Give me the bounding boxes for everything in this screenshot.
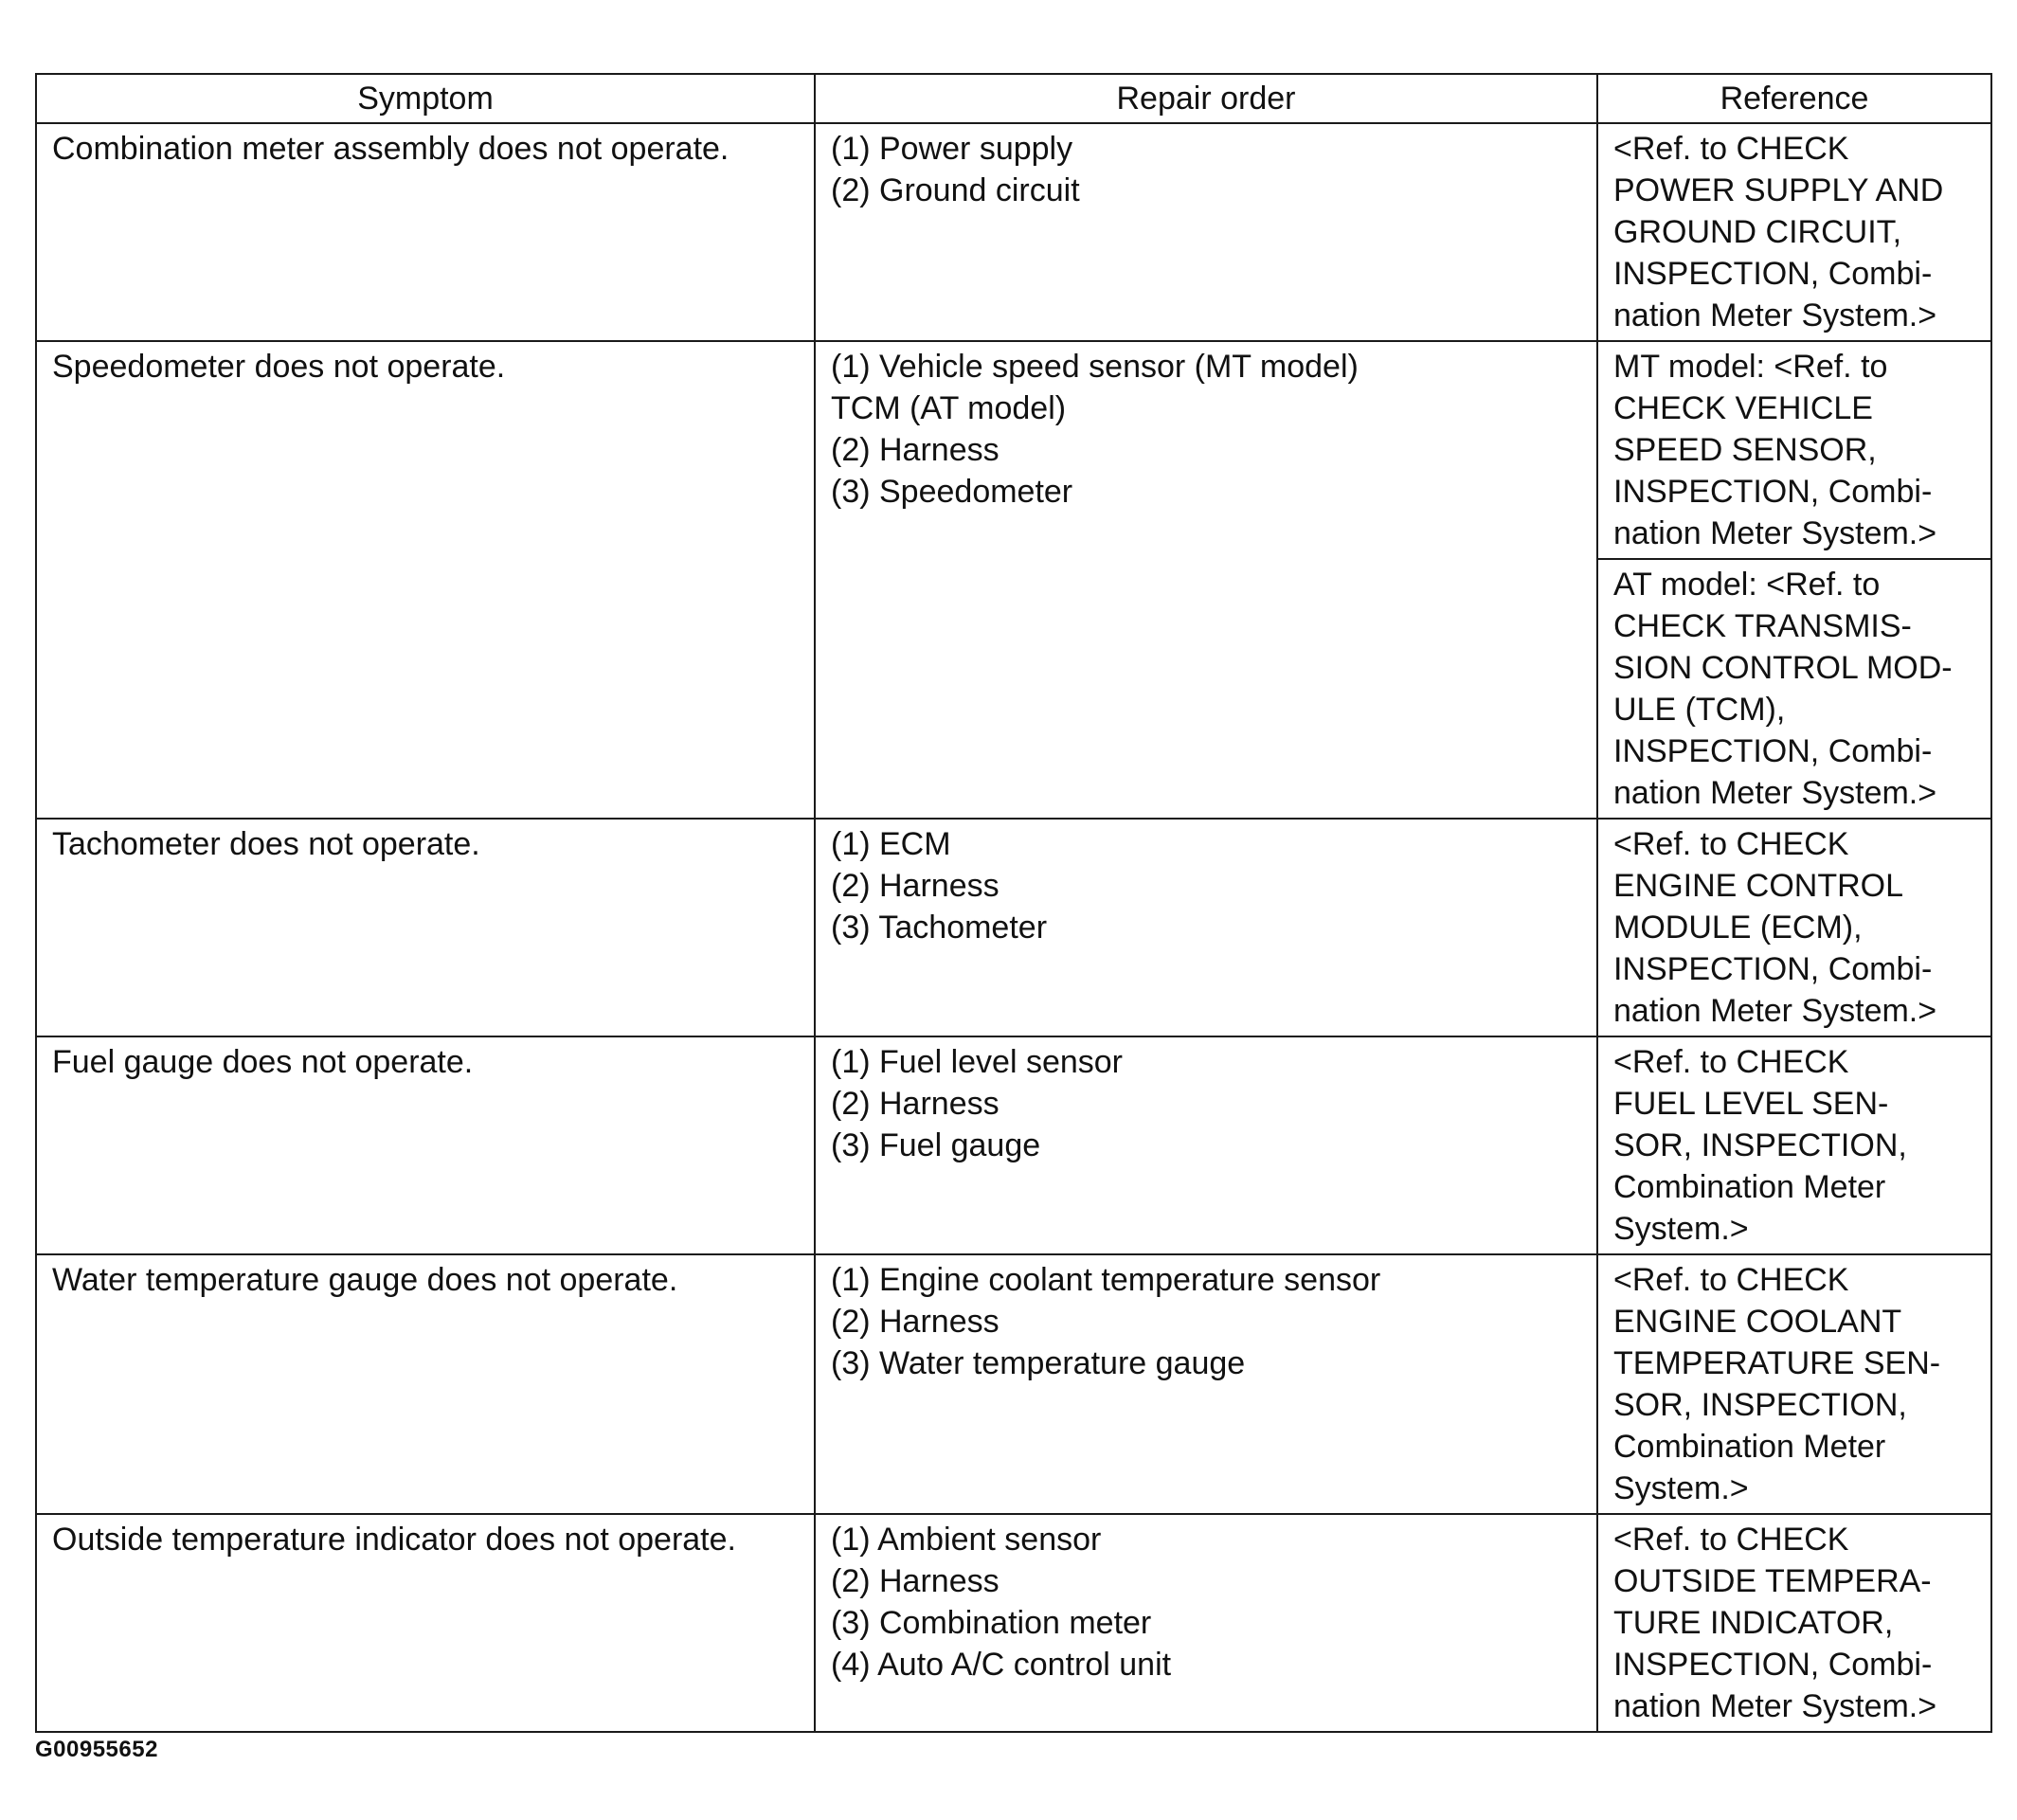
repair-step: (3) Water temperature gauge	[831, 1345, 1246, 1381]
reference-line: nation Meter System.>	[1613, 1688, 1937, 1724]
repair-order-cell	[815, 341, 1597, 819]
reference-line: OUTSIDE TEMPERA-	[1613, 1563, 1932, 1599]
reference-line: nation Meter System.>	[1613, 515, 1937, 551]
repair-step: (4) Auto A/C control unit	[831, 1647, 1172, 1683]
repair-order-cell	[815, 819, 1597, 1036]
reference-line: AT model: <Ref. to	[1613, 567, 1881, 603]
repair-step: (3) Combination meter	[831, 1605, 1152, 1641]
reference-line: MT model: <Ref. to	[1613, 349, 1888, 385]
reference-line: SION CONTROL MOD-	[1613, 650, 1953, 686]
repair-step: TCM (AT model)	[831, 390, 1067, 426]
reference-line: <Ref. to CHECK	[1613, 1044, 1849, 1080]
table-row	[36, 1514, 1991, 1732]
reference-line: INSPECTION, Combi-	[1613, 474, 1933, 510]
reference-line: FUEL LEVEL SEN-	[1613, 1086, 1889, 1122]
repair-step: (3) Fuel gauge	[831, 1127, 1041, 1163]
reference-line: <Ref. to CHECK	[1613, 1262, 1849, 1298]
repair-step: (1) Ambient sensor	[831, 1522, 1102, 1558]
table-row	[36, 1254, 1991, 1514]
diagnostic-table-container	[35, 73, 1990, 1733]
repair-order-cell	[815, 1036, 1597, 1254]
symptom-cell	[36, 1514, 815, 1732]
repair-step: (2) Harness	[831, 868, 999, 904]
repair-step: (2) Harness	[831, 432, 999, 468]
repair-step: (2) Harness	[831, 1304, 999, 1340]
repair-order-cell	[815, 1514, 1597, 1732]
symptom-cell	[36, 1254, 815, 1514]
table-row	[36, 1036, 1991, 1254]
symptom-text: Fuel gauge does not operate.	[52, 1044, 474, 1080]
reference-line: ENGINE COOLANT	[1613, 1304, 1902, 1340]
table-row	[36, 819, 1991, 1036]
symptom-text: Speedometer does not operate.	[52, 349, 506, 385]
header-reference: Reference	[1597, 74, 1991, 123]
reference-line: <Ref. to CHECK	[1613, 1522, 1849, 1558]
repair-step: (2) Harness	[831, 1086, 999, 1122]
reference-line: CHECK TRANSMIS-	[1613, 608, 1912, 644]
header-symptom: Symptom	[36, 74, 815, 123]
reference-cell	[1597, 819, 1991, 1036]
table-body	[36, 123, 1991, 1732]
reference-line: TEMPERATURE SEN-	[1613, 1345, 1941, 1381]
reference-line: nation Meter System.>	[1613, 775, 1937, 811]
symptom-cell	[36, 123, 815, 341]
table-row	[36, 341, 1991, 559]
reference-line: <Ref. to CHECK	[1613, 826, 1849, 862]
reference-cell	[1597, 341, 1991, 559]
reference-line: POWER SUPPLY AND	[1613, 172, 1944, 208]
reference-line: MODULE (ECM),	[1613, 910, 1863, 946]
reference-line: Combination Meter	[1613, 1169, 1886, 1205]
reference-line: CHECK VEHICLE	[1613, 390, 1873, 426]
table-header-row	[36, 74, 1991, 123]
reference-line: INSPECTION, Combi-	[1613, 1647, 1933, 1683]
repair-step: (2) Ground circuit	[831, 172, 1080, 208]
reference-line: System.>	[1613, 1211, 1749, 1247]
repair-order-cell	[815, 123, 1597, 341]
repair-order-cell	[815, 1254, 1597, 1514]
reference-line: ENGINE CONTROL	[1613, 868, 1904, 904]
repair-step: (1) Engine coolant temperature sensor	[831, 1262, 1381, 1298]
reference-line: Combination Meter	[1613, 1429, 1886, 1465]
reference-line: System.>	[1613, 1470, 1749, 1506]
reference-line: INSPECTION, Combi-	[1613, 733, 1933, 769]
symptom-cell	[36, 1036, 815, 1254]
repair-step: (3) Tachometer	[831, 910, 1048, 946]
symptom-text: Combination meter assembly does not operate.	[52, 131, 729, 167]
repair-step: (2) Harness	[831, 1563, 999, 1599]
reference-line: GROUND CIRCUIT,	[1613, 214, 1902, 250]
reference-cell	[1597, 1254, 1991, 1514]
reference-line: ULE (TCM),	[1613, 692, 1786, 728]
reference-line: nation Meter System.>	[1613, 993, 1937, 1029]
reference-cell	[1597, 123, 1991, 341]
reference-line: SPEED SENSOR,	[1613, 432, 1877, 468]
reference-line: INSPECTION, Combi-	[1613, 951, 1933, 987]
reference-cell	[1597, 1036, 1991, 1254]
repair-step: (1) Power supply	[831, 131, 1073, 167]
header-repair-order: Repair order	[815, 74, 1597, 123]
reference-line: SOR, INSPECTION,	[1613, 1127, 1907, 1163]
symptom-text: Water temperature gauge does not operate.	[52, 1262, 678, 1298]
reference-line: <Ref. to CHECK	[1613, 131, 1849, 167]
repair-step: (1) Vehicle speed sensor (MT model)	[831, 349, 1359, 385]
reference-cell	[1597, 1514, 1991, 1732]
reference-line: nation Meter System.>	[1613, 297, 1937, 333]
reference-line: INSPECTION, Combi-	[1613, 256, 1933, 292]
reference-cell	[1597, 559, 1991, 819]
symptom-repair-table	[35, 73, 1992, 1733]
table-row	[36, 123, 1991, 341]
symptom-cell	[36, 341, 815, 819]
symptom-cell	[36, 819, 815, 1036]
repair-step: (3) Speedometer	[831, 474, 1073, 510]
repair-step: (1) ECM	[831, 826, 951, 862]
reference-line: TURE INDICATOR,	[1613, 1605, 1894, 1641]
symptom-text: Outside temperature indicator does not operate.	[52, 1522, 736, 1558]
reference-line: SOR, INSPECTION,	[1613, 1387, 1907, 1423]
symptom-text: Tachometer does not operate.	[52, 826, 480, 862]
figure-code: G00955652	[35, 1737, 158, 1762]
repair-step: (1) Fuel level sensor	[831, 1044, 1124, 1080]
